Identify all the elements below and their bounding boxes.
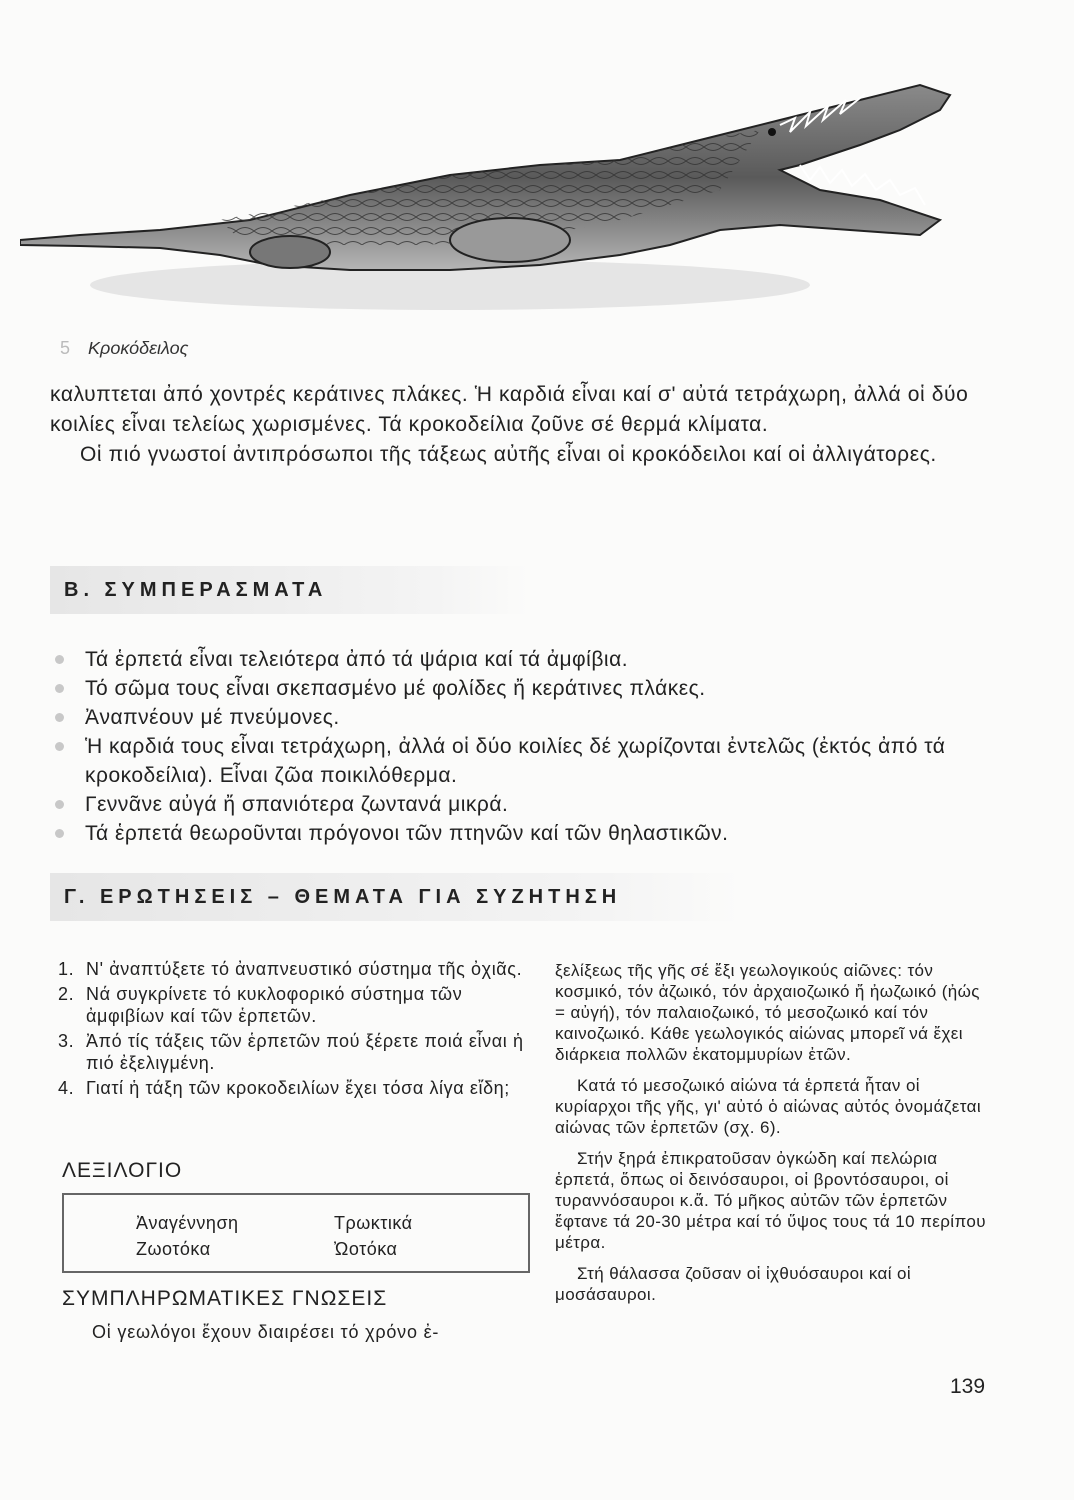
bullet-icon <box>55 655 64 664</box>
question-text: Ν' ἀναπτύξετε τό ἀναπνευστικό σύστημα τῆς ὀχιᾶς. <box>86 959 523 979</box>
bullet-text: Τά ἑρπετά θεωροῦνται πρόγονοι τῶν πτηνῶν καί τῶν θηλαστικῶν. <box>85 822 729 845</box>
vocabulary-word: Ἀναγέννηση <box>136 1213 239 1233</box>
question-text: Ἀπό τίς τάξεις τῶν ἑρπετῶν πού ξέρετε ποιά εἶναι ἡ πιό ἐξελιγμένη. <box>86 1031 524 1073</box>
question-number: 3. <box>58 1031 75 1051</box>
vocabulary-column <box>136 1210 239 1262</box>
bullet-text: Γεννᾶνε αὐγά ἤ σπανιότερα ζωντανά μικρά. <box>85 793 509 816</box>
vocabulary-box <box>62 1193 530 1273</box>
list-item <box>55 819 995 848</box>
supplementary-title: ΣΥΜΠΛΗΡΩΜΑΤΙΚΕΣ ΓΝΩΣΕΙΣ <box>62 1287 388 1310</box>
section-g-heading: Γ. ΕΡΩΤΗΣΕΙΣ – ΘΕΜΑΤΑ ΓΙΑ ΣΥΖΗΤΗΣΗ <box>50 873 740 921</box>
paragraph: ξελίξεως τῆς γῆς σέ ἔξι γεωλογικούς αἰῶνες: τόν κοσμικό, τόν ἀζωικό, τόν ἀρχαιοζωικό ἤ ἠωζωικό (ἠώς = αὐγή), τόν παλαιοζωικό, τό μεσοζωικό καί τόν καινοζωικό. Κάθε γεωλογικός αἰώνας μπορεῖ νά ἔχει διάρκεια πολλῶν ἑκατομμυρίων ἐτῶν. <box>555 961 980 1064</box>
list-item <box>55 645 995 674</box>
bullet-text: Ἡ καρδιά τους εἶναι τετράχωρη, ἀλλά οἱ δύο κοιλίες δέ χωρίζονται ἐντελῶς (ἐκτός ἀπό τά κροκοδείλια). Εἶναι ζῶα ποικιλόθερμα. <box>85 735 946 787</box>
question-number: 2. <box>58 984 75 1004</box>
list-item <box>58 958 538 980</box>
paragraph: Στή θάλασσα ζοῦσαν οἱ ἰχθυόσαυροι καί οἱ μοσάσαυροι. <box>555 1264 912 1304</box>
vocabulary-word: Τρωκτικά <box>334 1213 413 1233</box>
intro-paragraph: Οἱ πιό γνωστοί ἀντιπρόσωποι τῆς τάξεως αὐτῆς εἶναι οἱ κροκόδειλοι καί οἱ ἀλλιγάτορες. <box>80 443 937 466</box>
bullet-icon <box>55 684 64 693</box>
paragraph: Κατά τό μεσοζωικό αἰώνα τά ἑρπετά ἦταν οἱ κυρίαρχοι τῆς γῆς, γι' αὐτό ὁ αἰώνας αὐτός ὀνομάζεται αἰώνας τῶν ἑρπετῶν (σχ. 6). <box>555 1076 982 1137</box>
figure-caption <box>60 338 188 359</box>
supplementary-text-start: Οἱ γεωλόγοι ἔχουν διαιρέσει τό χρόνο ἐ- <box>92 1322 440 1342</box>
question-number: 4. <box>58 1078 75 1098</box>
figure-number: 5 <box>60 338 71 358</box>
supplementary-right-column <box>555 960 995 1315</box>
section-b-heading: Β. ΣΥΜΠΕΡΑΣΜΑΤΑ <box>50 566 530 614</box>
intro-text <box>50 380 990 470</box>
page-number: 139 <box>950 1375 986 1398</box>
question-text: Νά συγκρίνετε τό κυκλοφορικό σύστημα τῶν ἀμφιβίων καί τῶν ἑρπετῶν. <box>86 984 463 1026</box>
bullet-text: Τά ἑρπετά εἶναι τελειότερα ἀπό τά ψάρια καί τά ἀμφίβια. <box>85 648 629 671</box>
vocabulary-column <box>334 1210 413 1262</box>
bullet-icon <box>55 713 64 722</box>
crocodile-illustration <box>20 70 980 330</box>
vocabulary-word: Ζωοτόκα <box>136 1239 211 1259</box>
list-item <box>55 732 995 790</box>
conclusions-list <box>55 645 995 848</box>
list-item <box>55 790 995 819</box>
questions-list <box>58 958 538 1102</box>
bullet-text: Ἀναπνέουν μέ πνεύμονες. <box>85 706 340 729</box>
question-number: 1. <box>58 959 75 979</box>
vocabulary-word: Ὠοτόκα <box>334 1239 398 1259</box>
list-item <box>55 674 995 703</box>
bullet-icon <box>55 742 64 751</box>
bullet-text: Τό σῶμα τους εἶναι σκεπασμένο μέ φολίδες ἤ κεράτινες πλάκες. <box>85 677 706 700</box>
bullet-icon <box>55 829 64 838</box>
figure-caption-text: Κροκόδειλος <box>88 338 189 358</box>
list-item <box>58 983 538 1027</box>
list-item <box>58 1030 538 1074</box>
vocabulary-title: ΛΕΞΙΛΟΓΙΟ <box>62 1159 183 1182</box>
bullet-icon <box>55 800 64 809</box>
question-text: Γιατί ἡ τάξη τῶν κροκοδειλίων ἔχει τόσα λίγα εἴδη; <box>86 1078 510 1098</box>
paragraph: Στήν ξηρά ἐπικρατοῦσαν ὀγκώδη καί πελώρια ἑρπετά, ὅπως οἱ δεινόσαυροι, οἱ βροντόσαυροι, οἱ τυραννόσαυροι κ.ἄ. Τό μῆκος αὐτῶν τῶν ἑρπετῶν ἔφτανε τά 20-30 μέτρα καί τό ὕψος τους τά 10 περίπου μέτρα. <box>555 1149 986 1252</box>
intro-paragraph: καλυπτεται ἀπό χοντρές κεράτινες πλάκες. Ἡ καρδιά εἶναι καί σ' αὐτά τετράχωρη, ἀλλά οἱ δύο κοιλίες εἶναι τελείως χωρισμένες. Τά κροκοδείλια ζοῦνε σέ θερμά κλίματα. <box>50 383 969 436</box>
list-item <box>55 703 995 732</box>
list-item <box>58 1077 538 1099</box>
